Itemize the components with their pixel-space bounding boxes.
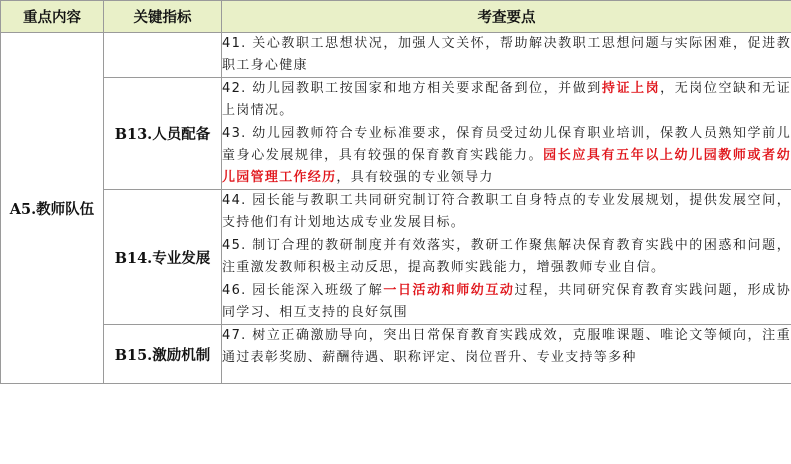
table-row xyxy=(1,325,791,384)
point-44: 44. 园长能与教职工共同研究制订符合教职工自身特点的专业发展规划，提供发展空间，支持他们有计划地达成专业发展目标。 xyxy=(222,193,791,230)
point-43 xyxy=(222,123,791,189)
header-assessment-points: 考查要点 xyxy=(222,1,791,33)
table-row xyxy=(1,33,791,78)
indicator-cell-b15: B15.激励机制 xyxy=(104,325,222,384)
indicator-cell-empty xyxy=(104,33,222,78)
points-cell xyxy=(222,190,791,325)
point-46-text: 46. 园长能深入班级了解 xyxy=(222,283,384,298)
point-43-highlight: 园长应具有五年以上幼儿园教师或者幼儿园管理工作经历 xyxy=(222,148,791,185)
point-41: 41. 关心教职工思想状况，加强人文关怀，帮助解决教职工思想问题与实际困难，促进教职工身心健康 xyxy=(222,36,791,73)
point-45: 45. 制订合理的教研制度并有效落实，教研工作聚焦解决保育教育实践中的困惑和问题，注重激发教师积极主动反思，提高教师实践能力，增强教师专业自信。 xyxy=(222,238,791,275)
header-key-content: 重点内容 xyxy=(1,1,104,33)
point-42-text-end: ，无岗位空缺和无证上岗情况。 xyxy=(222,81,791,118)
points-cell xyxy=(222,325,791,384)
point-42-text: 42. 幼儿园教职工按国家和地方相关要求配备到位，并做到 xyxy=(222,81,602,96)
points-cell xyxy=(222,33,791,78)
point-46 xyxy=(222,280,791,324)
point-42-highlight: 持证上岗 xyxy=(601,81,661,96)
point-43-text-end: ，具有较强的专业领导力 xyxy=(336,170,494,185)
header-row xyxy=(1,1,791,33)
indicator-cell-b13: B13.人员配备 xyxy=(104,78,222,190)
header-key-indicator: 关键指标 xyxy=(104,1,222,33)
point-43-text: 43. 幼儿园教师符合专业标准要求，保育员受过幼儿保育职业培训，保教人员熟知学前儿童身心发展规律，具有较强的保育教育实践能力。 xyxy=(222,126,791,163)
table-row xyxy=(1,78,791,190)
points-cell xyxy=(222,78,791,190)
section-cell-a5: A5.教师队伍 xyxy=(1,33,104,384)
point-42 xyxy=(222,78,791,122)
point-46-highlight: 一日活动和师幼互动 xyxy=(383,283,515,298)
point-46-text-end: 过程，共同研究保育教育实践问题，形成协同学习、相互支持的良好氛围 xyxy=(222,283,791,320)
indicator-cell-b14: B14.专业发展 xyxy=(104,190,222,325)
table-row xyxy=(1,190,791,325)
point-47-clip xyxy=(222,325,791,383)
point-47: 47. 树立正确激励导向，突出日常保育教育实践成效，克服唯课题、唯论文等倾向，注重通过表彰奖励、薪酬待遇、职称评定、岗位晋升、专业支持等多种 xyxy=(222,328,791,365)
